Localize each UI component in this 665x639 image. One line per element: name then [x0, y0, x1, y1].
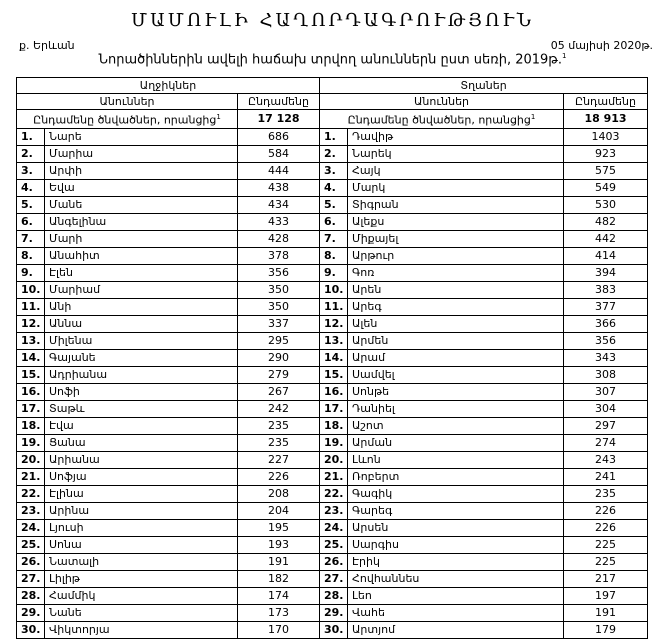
girl-count: 174 — [238, 587, 320, 604]
girl-count: 295 — [238, 332, 320, 349]
boy-name: Գոռ — [348, 264, 564, 281]
table-row — [17, 468, 648, 485]
boy-name: Մարկ — [348, 179, 564, 196]
boy-rank: 25. — [320, 536, 348, 553]
table-row — [17, 434, 648, 451]
girl-rank: 23. — [17, 502, 45, 519]
girl-name: Արինա — [45, 502, 238, 519]
boy-rank: 15. — [320, 366, 348, 383]
boy-name: Տիգրան — [348, 196, 564, 213]
girl-rank: 3. — [17, 162, 45, 179]
column-header-row — [17, 94, 648, 110]
boys-total-label-text: Ընդամենը ծնվածներ, որանցից — [347, 113, 531, 127]
boy-count: 225 — [564, 553, 648, 570]
table-row — [17, 128, 648, 145]
girl-rank: 27. — [17, 570, 45, 587]
girl-rank: 7. — [17, 230, 45, 247]
group-header-row — [17, 78, 648, 94]
girl-rank: 16. — [17, 383, 45, 400]
boy-rank: 13. — [320, 332, 348, 349]
boy-name: Արմեն — [348, 332, 564, 349]
girl-rank: 11. — [17, 298, 45, 315]
boys-group-header: Տղաներ — [320, 78, 648, 94]
girl-name: Միլենա — [45, 332, 238, 349]
boy-name: Վահե — [348, 604, 564, 621]
girl-count: 428 — [238, 230, 320, 247]
girl-rank: 19. — [17, 434, 45, 451]
names-table — [16, 77, 648, 639]
girl-rank: 22. — [17, 485, 45, 502]
girl-name: Անի — [45, 298, 238, 315]
boy-rank: 9. — [320, 264, 348, 281]
boy-rank: 2. — [320, 145, 348, 162]
boy-rank: 17. — [320, 400, 348, 417]
table-row — [17, 145, 648, 162]
girl-name: Սոֆի — [45, 383, 238, 400]
girl-count: 204 — [238, 502, 320, 519]
boy-count: 226 — [564, 502, 648, 519]
table-row — [17, 451, 648, 468]
girl-rank: 18. — [17, 417, 45, 434]
table-row — [17, 417, 648, 434]
boy-name: Հովհաննես — [348, 570, 564, 587]
boy-count: 179 — [564, 621, 648, 638]
girl-name: Նատալի — [45, 553, 238, 570]
boy-rank: 22. — [320, 485, 348, 502]
girl-rank: 20. — [17, 451, 45, 468]
girl-name: Ցանա — [45, 434, 238, 451]
girl-count: 173 — [238, 604, 320, 621]
boy-count: 442 — [564, 230, 648, 247]
girl-rank: 13. — [17, 332, 45, 349]
boy-name: Գարեգ — [348, 502, 564, 519]
girl-name: Արփի — [45, 162, 238, 179]
girl-name: Նանե — [45, 604, 238, 621]
girl-count: 350 — [238, 298, 320, 315]
boy-count: 191 — [564, 604, 648, 621]
boy-count: 241 — [564, 468, 648, 485]
girl-count: 193 — [238, 536, 320, 553]
boy-rank: 30. — [320, 621, 348, 638]
girl-count: 242 — [238, 400, 320, 417]
girl-name: Աննա — [45, 315, 238, 332]
girl-name: Վիկտորյա — [45, 621, 238, 638]
girl-name: Տաթև — [45, 400, 238, 417]
boy-rank: 18. — [320, 417, 348, 434]
girl-name: Սոֆյա — [45, 468, 238, 485]
boys-names-header: Անուններ — [320, 94, 564, 110]
girl-name: Արիանա — [45, 451, 238, 468]
girl-count: 227 — [238, 451, 320, 468]
girl-name: Մարիա — [45, 145, 238, 162]
table-row — [17, 213, 648, 230]
boy-name: Սոնթե — [348, 383, 564, 400]
table-row — [17, 553, 648, 570]
date-label: 05 մայիսի 2020թ. — [550, 39, 653, 52]
girl-count: 279 — [238, 366, 320, 383]
girls-total-value: 17 128 — [238, 110, 320, 129]
boy-name: Արսեն — [348, 519, 564, 536]
boy-rank: 27. — [320, 570, 348, 587]
table-row — [17, 247, 648, 264]
boy-count: 482 — [564, 213, 648, 230]
table-row — [17, 281, 648, 298]
boy-rank: 5. — [320, 196, 348, 213]
girl-name: Լյուսի — [45, 519, 238, 536]
boy-count: 414 — [564, 247, 648, 264]
table-subtitle — [0, 52, 665, 67]
girl-name: Էվա — [45, 417, 238, 434]
table-row — [17, 230, 648, 247]
total-row — [17, 110, 648, 129]
boys-total-mark: 1 — [530, 113, 536, 121]
boy-name: Արթուր — [348, 247, 564, 264]
girl-rank: 28. — [17, 587, 45, 604]
girl-name: Սոնա — [45, 536, 238, 553]
girl-rank: 30. — [17, 621, 45, 638]
boy-rank: 26. — [320, 553, 348, 570]
girl-count: 356 — [238, 264, 320, 281]
boy-name: Արտյոմ — [348, 621, 564, 638]
table-row — [17, 400, 648, 417]
boy-count: 575 — [564, 162, 648, 179]
subtitle-text: Նորածիններին ավելի հաճախ տրվող անուններն ըստ սեռի, 2019թ. — [98, 52, 563, 68]
boy-name: Սարգիս — [348, 536, 564, 553]
boy-rank: 14. — [320, 349, 348, 366]
page-title: ՄԱՄՈՒԼԻ ՀԱՂՈՐԴԱԳՐՈՒԹՅՈՒՆ — [130, 10, 535, 31]
girls-total-header: Ընդամենը — [238, 94, 320, 110]
boy-rank: 20. — [320, 451, 348, 468]
table-row — [17, 315, 648, 332]
girl-rank: 14. — [17, 349, 45, 366]
girl-rank: 29. — [17, 604, 45, 621]
girl-rank: 10. — [17, 281, 45, 298]
boy-count: 377 — [564, 298, 648, 315]
boy-count: 308 — [564, 366, 648, 383]
girl-name: Գայանե — [45, 349, 238, 366]
girl-count: 191 — [238, 553, 320, 570]
girls-group-header: Աղջիկներ — [17, 78, 320, 94]
girl-rank: 24. — [17, 519, 45, 536]
boy-count: 304 — [564, 400, 648, 417]
table-row — [17, 162, 648, 179]
boys-total-header: Ընդամենը — [564, 94, 648, 110]
girl-count: 433 — [238, 213, 320, 230]
boy-count: 356 — [564, 332, 648, 349]
boy-rank: 4. — [320, 179, 348, 196]
girl-rank: 15. — [17, 366, 45, 383]
girl-count: 584 — [238, 145, 320, 162]
boy-count: 226 — [564, 519, 648, 536]
girl-rank: 4. — [17, 179, 45, 196]
girl-rank: 2. — [17, 145, 45, 162]
subtitle-footnote-mark: 1 — [562, 52, 567, 60]
girl-count: 170 — [238, 621, 320, 638]
boy-name: Նարեկ — [348, 145, 564, 162]
boy-count: 274 — [564, 434, 648, 451]
table-row — [17, 519, 648, 536]
boy-count: 217 — [564, 570, 648, 587]
boy-rank: 6. — [320, 213, 348, 230]
boy-name: Արման — [348, 434, 564, 451]
girl-rank: 6. — [17, 213, 45, 230]
city-label: ք. Երևան — [19, 39, 75, 52]
table-row — [17, 502, 648, 519]
boy-name: Լեո — [348, 587, 564, 604]
girl-count: 267 — [238, 383, 320, 400]
boy-count: 394 — [564, 264, 648, 281]
table-row — [17, 536, 648, 553]
boy-rank: 3. — [320, 162, 348, 179]
table-row — [17, 383, 648, 400]
boy-name: Ալեն — [348, 315, 564, 332]
girl-rank: 26. — [17, 553, 45, 570]
girl-count: 208 — [238, 485, 320, 502]
girl-rank: 21. — [17, 468, 45, 485]
girl-name: Նարե — [45, 128, 238, 145]
girl-count: 290 — [238, 349, 320, 366]
boy-count: 1403 — [564, 128, 648, 145]
table-row — [17, 485, 648, 502]
table-row — [17, 366, 648, 383]
boy-count: 307 — [564, 383, 648, 400]
girl-count: 226 — [238, 468, 320, 485]
boy-name: Էրիկ — [348, 553, 564, 570]
boy-rank: 12. — [320, 315, 348, 332]
girl-count: 235 — [238, 417, 320, 434]
boy-name: Ռոբերտ — [348, 468, 564, 485]
boy-count: 297 — [564, 417, 648, 434]
girl-name: Էլինա — [45, 485, 238, 502]
boy-count: 235 — [564, 485, 648, 502]
boy-rank: 16. — [320, 383, 348, 400]
boy-name: Սամվել — [348, 366, 564, 383]
table-row — [17, 264, 648, 281]
boy-rank: 10. — [320, 281, 348, 298]
girl-count: 350 — [238, 281, 320, 298]
girls-names-header: Անուններ — [17, 94, 238, 110]
girl-name: Մարիամ — [45, 281, 238, 298]
boy-name: Դավիթ — [348, 128, 564, 145]
girl-rank: 25. — [17, 536, 45, 553]
table-row — [17, 587, 648, 604]
table-row — [17, 621, 648, 638]
girls-total-label-text: Ընդամենը ծնվածներ, որանցից — [33, 113, 217, 127]
girl-count: 438 — [238, 179, 320, 196]
boy-rank: 1. — [320, 128, 348, 145]
girl-count: 195 — [238, 519, 320, 536]
girl-name: Անահիտ — [45, 247, 238, 264]
boy-count: 549 — [564, 179, 648, 196]
girl-name: Մարի — [45, 230, 238, 247]
boy-count: 343 — [564, 349, 648, 366]
boy-rank: 8. — [320, 247, 348, 264]
table-row — [17, 332, 648, 349]
boy-count: 243 — [564, 451, 648, 468]
boy-count: 225 — [564, 536, 648, 553]
girl-rank: 17. — [17, 400, 45, 417]
boy-name: Հայկ — [348, 162, 564, 179]
boy-rank: 23. — [320, 502, 348, 519]
boy-name: Միքայել — [348, 230, 564, 247]
girl-name: Անգելինա — [45, 213, 238, 230]
girl-count: 686 — [238, 128, 320, 145]
boy-rank: 21. — [320, 468, 348, 485]
boy-rank: 7. — [320, 230, 348, 247]
girl-name: Էլեն — [45, 264, 238, 281]
girl-count: 337 — [238, 315, 320, 332]
girl-rank: 9. — [17, 264, 45, 281]
boy-name: Լևոն — [348, 451, 564, 468]
boy-name: Գագիկ — [348, 485, 564, 502]
boy-name: Արամ — [348, 349, 564, 366]
boy-name: Դանիել — [348, 400, 564, 417]
girl-rank: 1. — [17, 128, 45, 145]
girl-name: Լիլիթ — [45, 570, 238, 587]
table-row — [17, 179, 648, 196]
boy-count: 383 — [564, 281, 648, 298]
boys-total-value: 18 913 — [564, 110, 648, 129]
boy-count: 530 — [564, 196, 648, 213]
boy-rank: 11. — [320, 298, 348, 315]
boy-count: 366 — [564, 315, 648, 332]
table-row — [17, 570, 648, 587]
girl-rank: 8. — [17, 247, 45, 264]
girl-rank: 12. — [17, 315, 45, 332]
girl-count: 378 — [238, 247, 320, 264]
girl-count: 182 — [238, 570, 320, 587]
table-row — [17, 349, 648, 366]
girls-total-label — [17, 110, 238, 129]
table-row — [17, 196, 648, 213]
boy-rank: 24. — [320, 519, 348, 536]
boy-rank: 28. — [320, 587, 348, 604]
girl-rank: 5. — [17, 196, 45, 213]
table-row — [17, 604, 648, 621]
boy-count: 923 — [564, 145, 648, 162]
girl-name: Մանե — [45, 196, 238, 213]
girl-name: Համմիկ — [45, 587, 238, 604]
girl-count: 444 — [238, 162, 320, 179]
boy-rank: 29. — [320, 604, 348, 621]
girl-name: Ադրիանա — [45, 366, 238, 383]
girl-count: 434 — [238, 196, 320, 213]
boys-total-label — [320, 110, 564, 129]
boy-rank: 19. — [320, 434, 348, 451]
girl-name: Եվա — [45, 179, 238, 196]
boy-name: Աշոտ — [348, 417, 564, 434]
boy-count: 197 — [564, 587, 648, 604]
girl-count: 235 — [238, 434, 320, 451]
boy-name: Ալեքս — [348, 213, 564, 230]
boy-name: Արեգ — [348, 298, 564, 315]
table-row — [17, 298, 648, 315]
boy-name: Արեն — [348, 281, 564, 298]
girls-total-mark: 1 — [216, 113, 221, 121]
